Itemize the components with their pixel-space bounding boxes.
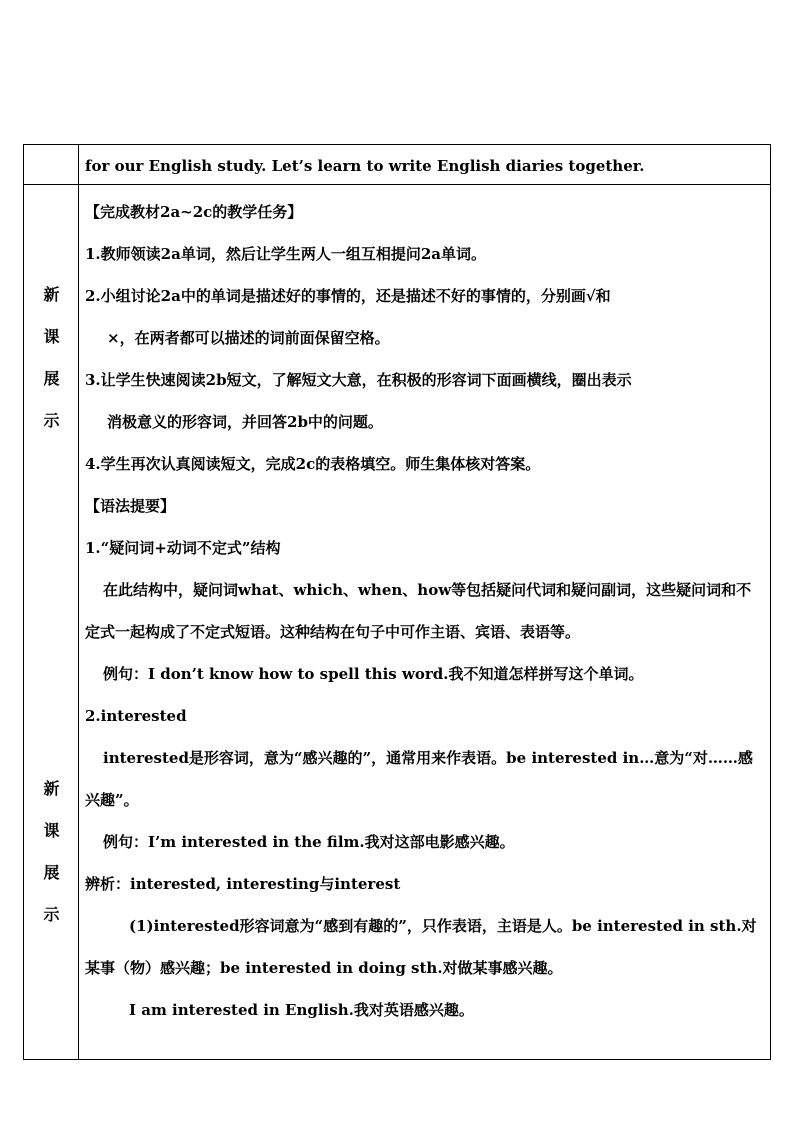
table-row-main: [24, 185, 771, 1060]
label-char: 展: [43, 369, 60, 388]
compare-title: 辨析：interested, interesting与interest: [85, 875, 401, 893]
grammar-heading: 【语法提要】: [85, 497, 176, 515]
grammar-2-text: interested是形容词，意为“感兴趣的”，通常用来作表语。be interested in…意为“对……感兴趣”。: [85, 749, 753, 809]
compare-item-1: (1)interested形容词意为“感到有趣的”，只作表语，主语是人。be interested in sth.对某事（物）感兴趣；be interested in doing sth.对做某事感兴趣。: [85, 917, 757, 977]
section-label-cell: [24, 185, 79, 1060]
grammar-2-title: 2.interested: [85, 707, 187, 725]
step-3-line-1: 3.让学生快速阅读2b短文，了解短文大意，在积极的形容词下面画横线，圈出表示: [85, 371, 632, 389]
table-row-top: [24, 145, 771, 185]
top-text-cell: [79, 145, 771, 185]
grammar-2-example: 例句：I’m interested in the film.我对这部电影感兴趣。: [103, 833, 515, 851]
grammar-1-example: 例句：I don’t know how to spell this word.我不知道怎样拼写这个单词。: [103, 665, 644, 683]
section-label-first: [24, 274, 79, 442]
lesson-plan-table: [23, 144, 771, 1060]
label-char: 展: [43, 863, 60, 882]
content-cell: [79, 185, 771, 1060]
left-empty-cell: [24, 145, 79, 185]
grammar-1-title: 1.“疑问词+动词不定式”结构: [85, 539, 281, 557]
compare-example: I am interested in English.我对英语感兴趣。: [129, 1001, 474, 1019]
label-char: 新: [43, 285, 60, 304]
label-char: 新: [43, 779, 60, 798]
label-char: 课: [43, 821, 60, 840]
top-row-text: for our English study. Let’s learn to write English diaries together.: [85, 157, 645, 175]
label-char: 示: [43, 411, 60, 430]
grammar-1-text: 在此结构中，疑问词what、which、when、how等包括疑问代词和疑问副词，这些疑问词和不定式一起构成了不定式短语。这种结构在句子中可作主语、宾语、表语等。: [85, 581, 752, 641]
step-3-line-2: 消极意义的形容词，并回答2b中的问题。: [107, 413, 383, 431]
step-1: 1.教师领读2a单词，然后让学生两人一组互相提问2a单词。: [85, 245, 486, 263]
step-4: 4.学生再次认真阅读短文，完成2c的表格填空。师生集体核对答案。: [85, 455, 541, 473]
step-2-line-2: ×，在两者都可以描述的词前面保留空格。: [107, 329, 390, 347]
content-body: [79, 185, 770, 1031]
task-heading: 【完成教材2a~2c的教学任务】: [85, 203, 303, 221]
step-2-line-1: 2.小组讨论2a中的单词是描述好的事情的，还是描述不好的事情的，分别画√和: [85, 287, 611, 305]
label-char: 课: [43, 327, 60, 346]
label-char: 示: [43, 905, 60, 924]
section-label-second: [24, 768, 79, 936]
